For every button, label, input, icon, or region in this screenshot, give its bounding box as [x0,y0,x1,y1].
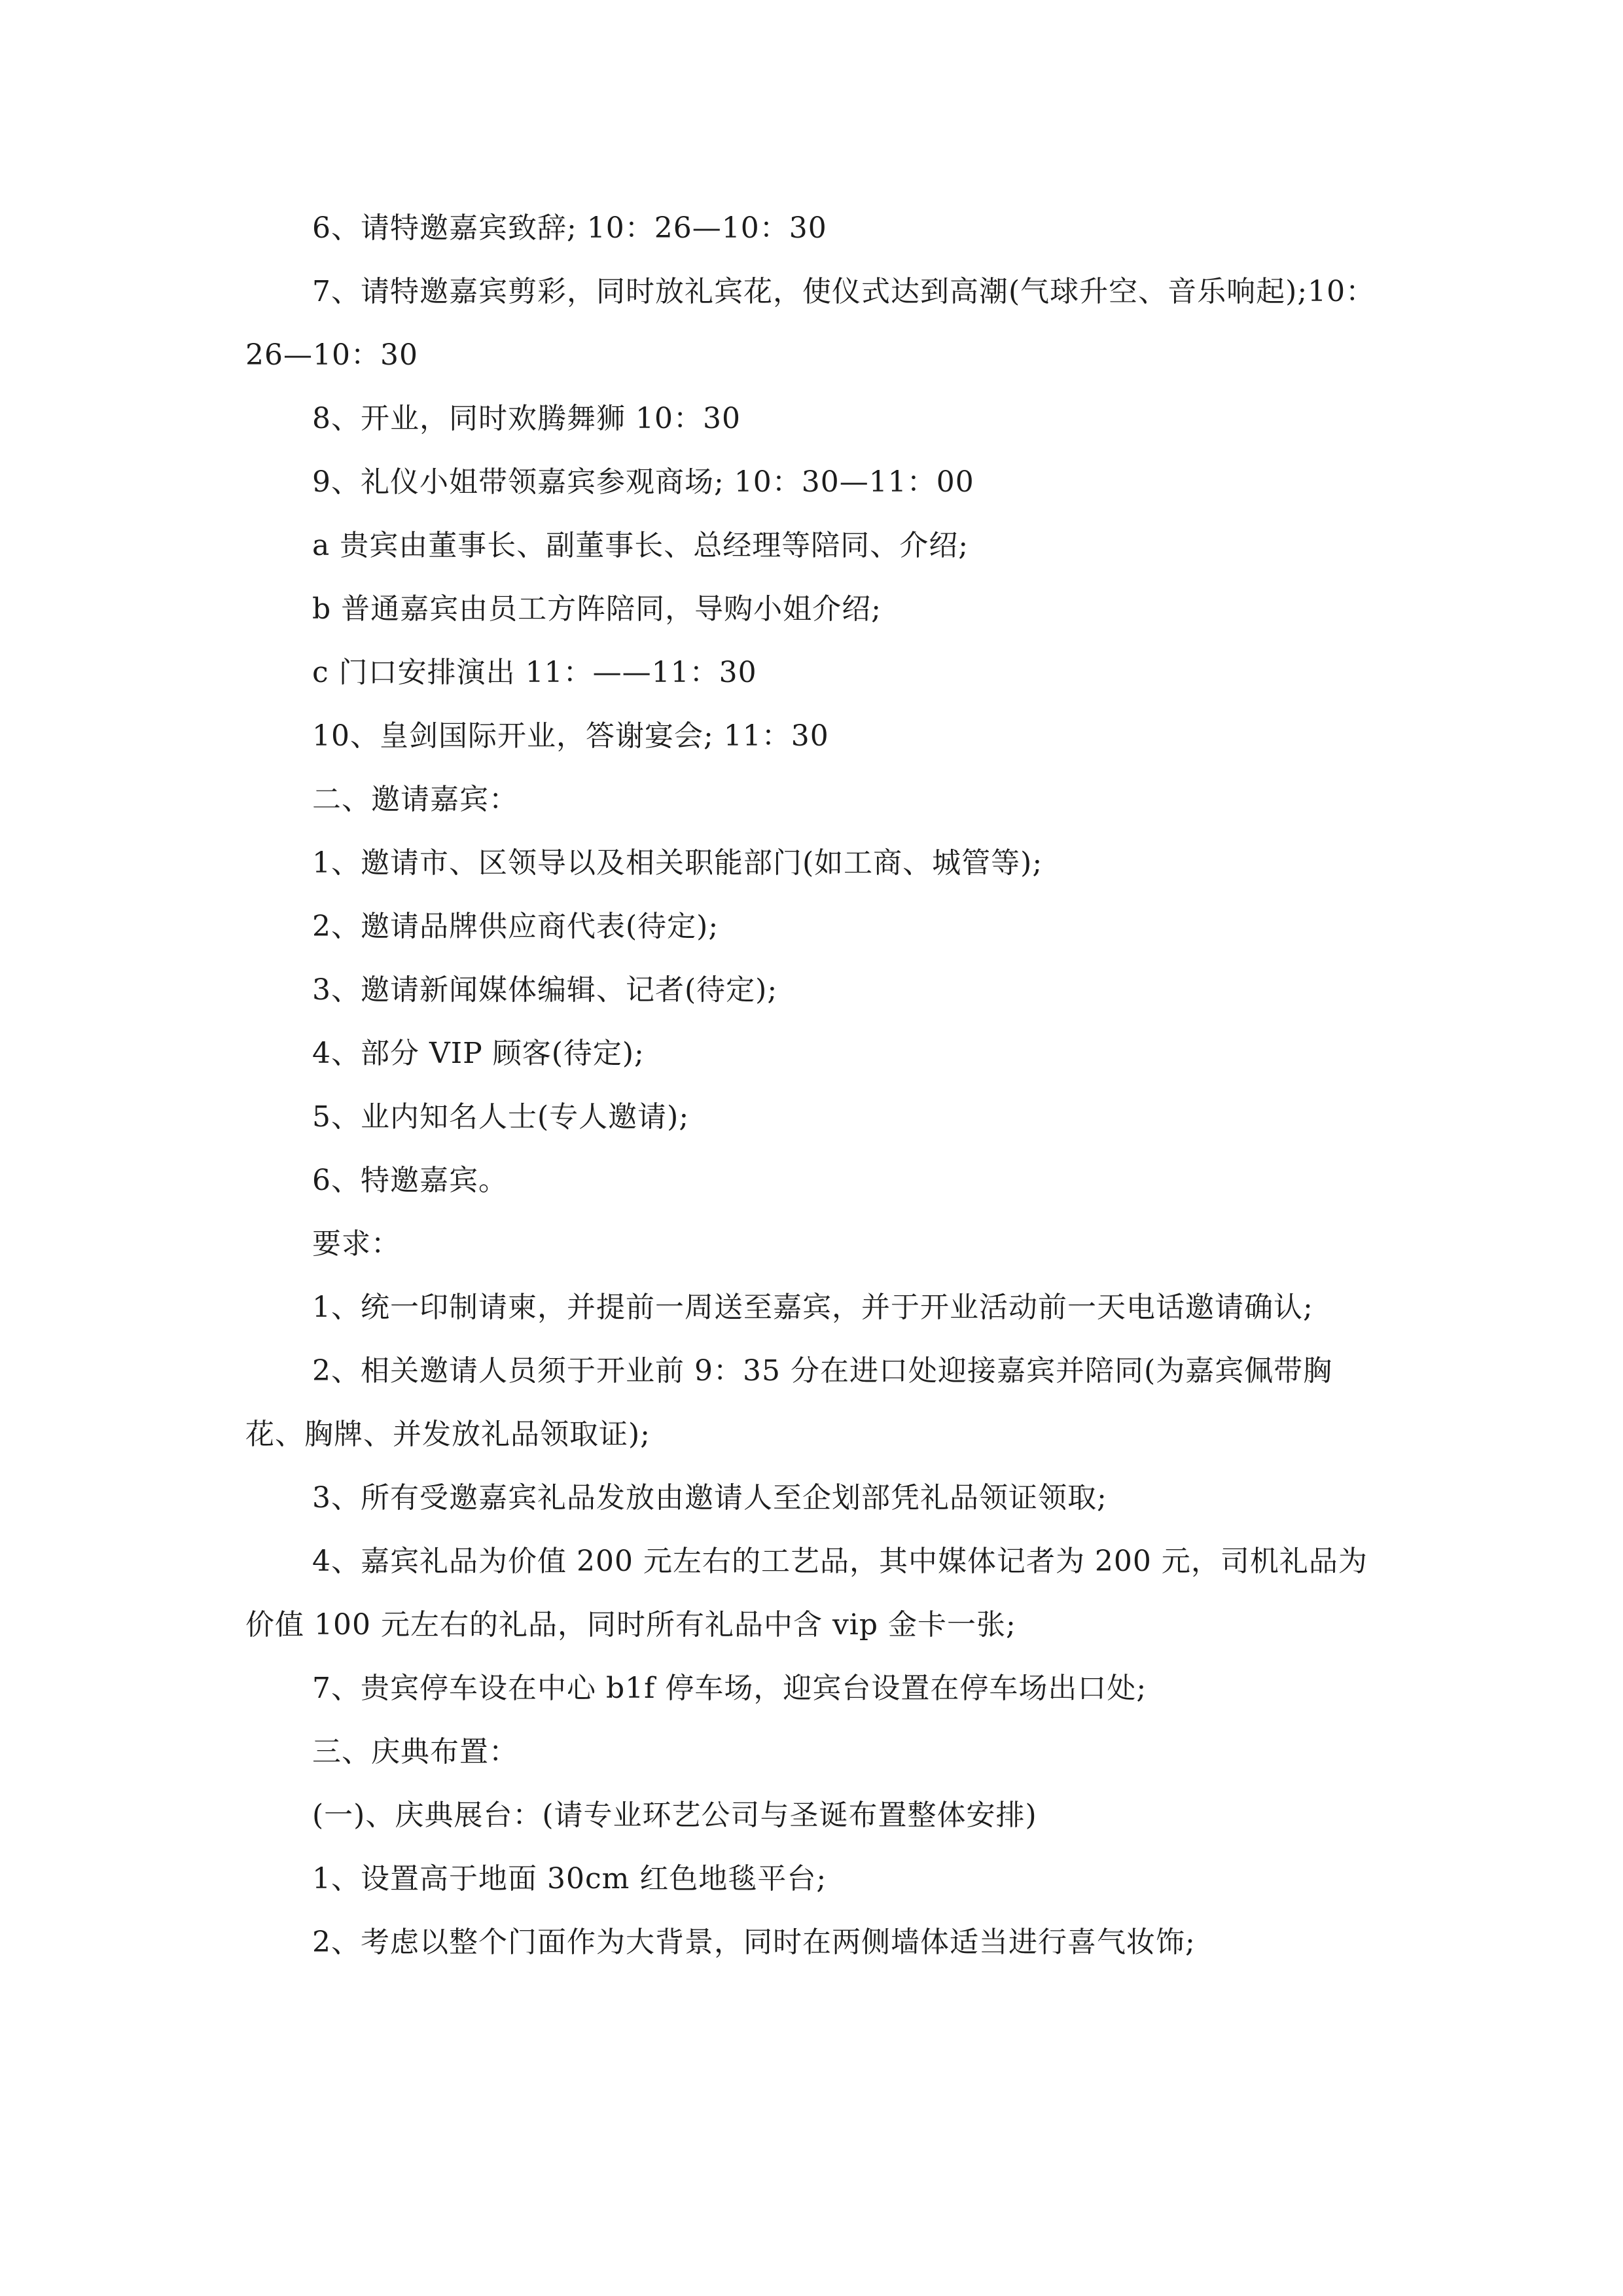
paragraph: (一)、庆典展台：(请专业环艺公司与圣诞布置整体安排) [312,1799,1037,1832]
paragraph: 2、相关邀请人员须于开业前 9：35 分在进口处迎接嘉宾并陪同(为嘉宾佩带胸花、胸牌、并发放礼品领取证); [245,1354,1333,1451]
paragraph: 4、嘉宾礼品为价值 200 元左右的工艺品，其中媒体记者为 200 元，司机礼品为价值 100 元左右的礼品，同时所有礼品中含 vip 金卡一张; [245,1545,1368,1641]
paragraph: 8、开业，同时欢腾舞狮 10：30 [312,402,741,435]
paragraph: 3、所有受邀嘉宾礼品发放由邀请人至企划部凭礼品领证领取; [312,1481,1107,1515]
paragraph: c 门口安排演出 11：——11：30 [312,656,757,689]
paragraph: 6、请特邀嘉宾致辞; 10：26—10：30 [312,211,827,245]
paragraph: 1、邀请市、区领导以及相关职能部门(如工商、城管等); [312,846,1043,880]
paragraph: 9、礼仪小姐带领嘉宾参观商场; 10：30—11：00 [312,465,974,499]
section-heading: 二、邀请嘉宾： [312,783,518,816]
paragraph: a 贵宾由董事长、副董事长、总经理等陪同、介绍; [312,529,969,562]
paragraph: 2、考虑以整个门面作为大背景，同时在两侧墙体适当进行喜气妆饰; [312,1926,1196,1959]
paragraph: 1、统一印制请柬，并提前一周送至嘉宾，并于开业活动前一天电话邀请确认; [312,1291,1313,1324]
paragraph: 6、特邀嘉宾。 [312,1164,508,1197]
paragraph: 7、请特邀嘉宾剪彩，同时放礼宾花，使仪式达到高潮(气球升空、音乐响起);10：26—10：30 [245,275,1376,372]
paragraph: 7、贵宾停车设在中心 b1f 停车场，迎宾台设置在停车场出口处; [312,1672,1147,1705]
paragraph: 5、业内知名人士(专人邀请); [312,1100,690,1134]
paragraph: 10、皇剑国际开业，答谢宴会; 11：30 [312,719,829,753]
document-body [245,196,1378,1974]
paragraph: b 普通嘉宾由员工方阵陪同，导购小姐介绍; [312,592,882,626]
paragraph: 2、邀请品牌供应商代表(待定); [312,910,719,943]
section-heading: 三、庆典布置： [312,1735,518,1768]
paragraph: 1、设置高于地面 30cm 红色地毯平台; [312,1862,827,1895]
paragraph: 4、部分 VIP 顾客(待定); [312,1037,645,1070]
paragraph: 3、邀请新闻媒体编辑、记者(待定); [312,973,778,1007]
subheading: 要求： [312,1227,401,1261]
